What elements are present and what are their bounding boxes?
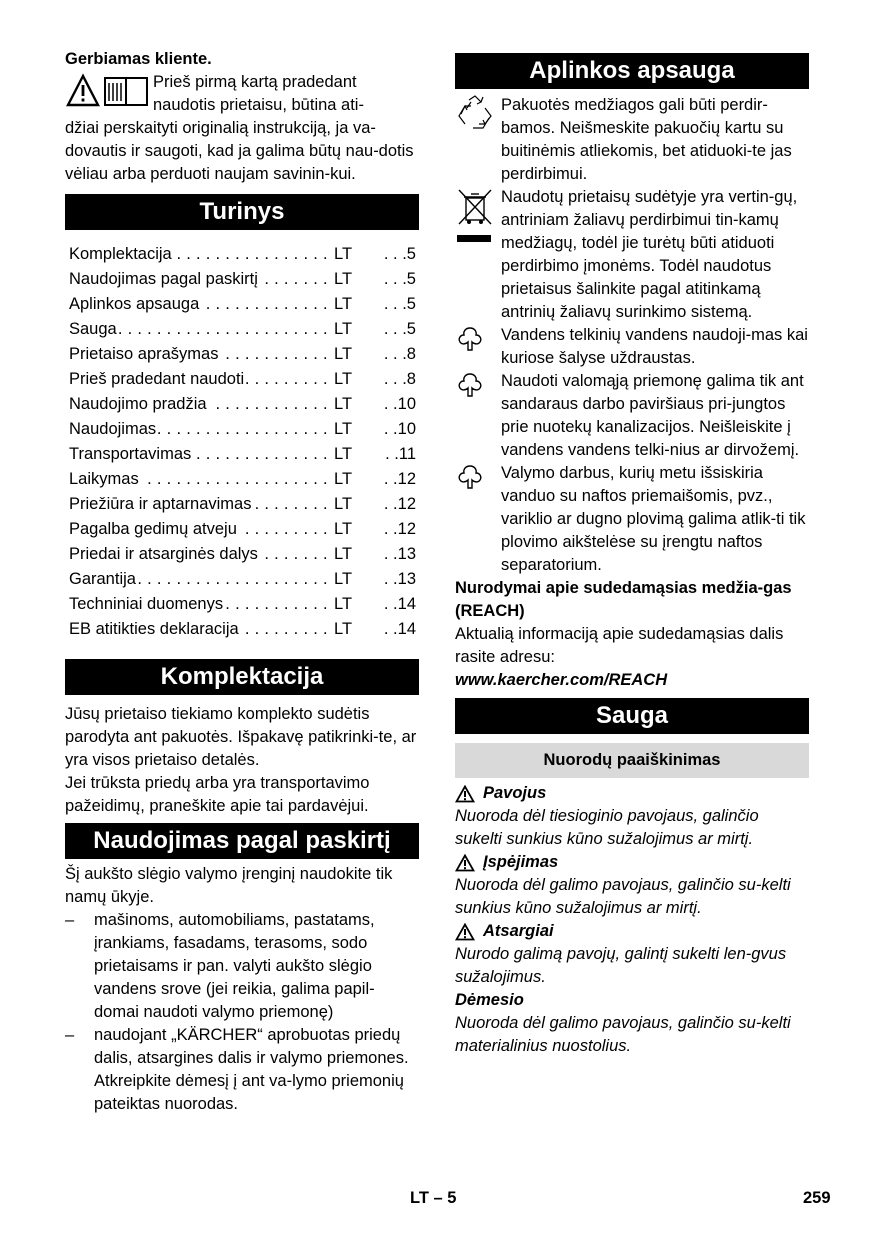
toc-page: . . .5 bbox=[383, 320, 416, 338]
toc-lang: LT bbox=[334, 545, 353, 563]
toc-title-cell bbox=[69, 342, 334, 367]
env-text: Pakuotės medžiagos gali būti perdir-bamos. Neišmeskite pakuočių kartu su buitinėmis atliekomis, bet atiduoki-te jas perdirbimui. bbox=[501, 96, 792, 183]
toc-title-cell bbox=[69, 292, 334, 317]
table-of-contents bbox=[65, 242, 419, 642]
pavojus-text: Nuoroda dėl tiesioginio pavojaus, galinčio sukelti sunkius kūno sužalojimus ar mirtį. bbox=[455, 807, 759, 848]
naudojimas-p1: Šį aukšto slėgio valymo įrenginį naudokite tik namų ūkyje. bbox=[65, 865, 393, 906]
toc-title: Prietaiso aprašymas bbox=[69, 345, 219, 363]
toc-lang: LT bbox=[334, 520, 353, 538]
toc-page: . . .5 bbox=[383, 295, 416, 313]
intro-line2: naudotis prietaisu, būtina ati- bbox=[153, 96, 364, 114]
env-text: Valymo darbus, kurių metu išsiskiria vanduo su naftos priemaišomis, pvz., variklio ar dugno plovimą galima atlik-ti tik plovimo aikštelėse su įrengtu naftos separatorium. bbox=[501, 464, 806, 574]
toc-title: Aplinkos apsauga bbox=[69, 295, 200, 313]
env-icon-cell bbox=[455, 324, 501, 370]
toc-row[interactable] bbox=[69, 267, 419, 292]
toc-lang: LT bbox=[334, 495, 353, 513]
intro-line1: Prieš pirmą kartą pradedant bbox=[153, 73, 357, 91]
recycle-icon bbox=[455, 94, 495, 134]
footer-center: LT – 5 bbox=[410, 1189, 457, 1207]
toc-heading: Turinys bbox=[65, 194, 419, 230]
pavojus-heading bbox=[455, 782, 809, 805]
aplinkos-heading: Aplinkos apsauga bbox=[455, 53, 809, 89]
toc-row[interactable] bbox=[69, 392, 419, 417]
water-protection-icon bbox=[455, 324, 485, 354]
toc-title: Techniniai duomenys bbox=[69, 595, 224, 613]
toc-title-cell bbox=[69, 617, 334, 642]
dash-bullet: – bbox=[65, 911, 75, 929]
toc-title: Naudojimas pagal paskirtį bbox=[69, 270, 258, 288]
list-item-text: mašinoms, automobiliams, pastatams, įrankiams, fasadams, terasoms, sodo prietaisams ir pan. valyti aukšto slėgio vandens srove (jei reikia, galima papil-domai naudoti valymo priemonę) bbox=[94, 911, 375, 1021]
toc-title-cell bbox=[69, 592, 334, 617]
toc-row[interactable] bbox=[69, 517, 419, 542]
env-item bbox=[455, 94, 809, 186]
toc-lang: LT bbox=[334, 445, 353, 463]
toc-lang: LT bbox=[334, 595, 353, 613]
water-protection-icon bbox=[455, 370, 485, 400]
crossed-bin-icon bbox=[455, 186, 495, 246]
toc-page: . .12 bbox=[383, 520, 416, 538]
toc-lang: LT bbox=[334, 395, 353, 413]
toc-row[interactable] bbox=[69, 317, 419, 342]
toc-row[interactable] bbox=[69, 567, 419, 592]
toc-title: Prieš pradedant naudoti bbox=[69, 370, 245, 388]
toc-page: . . .8 bbox=[383, 370, 416, 388]
toc-title-cell bbox=[69, 442, 334, 467]
toc-page: . . .8 bbox=[383, 345, 416, 363]
atsargiai-label: Atsargiai bbox=[483, 922, 554, 940]
toc-row[interactable] bbox=[69, 592, 419, 617]
toc-page: . .13 bbox=[383, 545, 416, 563]
toc-title-cell bbox=[69, 542, 334, 567]
atsargiai-text: Nurodo galimą pavojų, galintį sukelti len-gvus sužalojimus. bbox=[455, 945, 787, 986]
toc-title: Komplektacija bbox=[69, 245, 172, 263]
toc-title-cell bbox=[69, 367, 334, 392]
toc-row[interactable] bbox=[69, 292, 419, 317]
demesio-text: Nuoroda dėl galimo pavojaus, galinčio su-kelti materialinius nuostolius. bbox=[455, 1014, 791, 1055]
toc-title-cell bbox=[69, 267, 334, 292]
toc-page: . .14 bbox=[383, 595, 416, 613]
toc-page: . .13 bbox=[383, 570, 416, 588]
reach-heading: Nurodymai apie sudedamąsias medžia-gas (REACH) bbox=[455, 579, 792, 620]
atsargiai-heading bbox=[455, 920, 809, 943]
warning-manual-icon bbox=[65, 73, 151, 109]
env-icon-cell bbox=[455, 186, 501, 324]
toc-lang: LT bbox=[334, 320, 353, 338]
env-item bbox=[455, 324, 809, 370]
komplektacija-heading: Komplektacija bbox=[65, 659, 419, 695]
toc-title-cell bbox=[69, 392, 334, 417]
toc-title: Priežiūra ir aptarnavimas bbox=[69, 495, 252, 513]
env-icon-cell bbox=[455, 370, 501, 462]
toc-title: Transportavimas bbox=[69, 445, 192, 463]
left-column bbox=[65, 48, 419, 1116]
toc-row[interactable] bbox=[69, 442, 419, 467]
env-item bbox=[455, 462, 809, 577]
toc-title-cell bbox=[69, 417, 334, 442]
dash-bullet: – bbox=[65, 1026, 75, 1044]
env-item bbox=[455, 370, 809, 462]
toc-title-cell bbox=[69, 317, 334, 342]
toc-title: Naudojimo pradžia bbox=[69, 395, 207, 413]
env-text: Naudotų prietaisų sudėtyje yra vertin-gų, antriniam žaliavų perdirbimui tin-kamų medžiagų, todėl jie turėtų būti atiduoti perdirbimo įmonėms. Todėl naudotus prietaisus šalinkite pagal atitinkamą antrinių žaliavų surinkimo sistemą. bbox=[501, 188, 798, 321]
toc-title: Pagalba gedimų atveju bbox=[69, 520, 237, 538]
toc-lang: LT bbox=[334, 470, 353, 488]
komplektacija-p1: Jūsų prietaiso tiekiamo komplekto sudėtis parodyta ant pakuotės. Išpakavę patikrinki-te, ar yra visos prietaiso detalės. bbox=[65, 705, 417, 769]
toc-lang: LT bbox=[334, 370, 353, 388]
toc-row[interactable] bbox=[69, 467, 419, 492]
toc-page: . .14 bbox=[383, 620, 416, 638]
toc-lang: LT bbox=[334, 570, 353, 588]
sauga-heading: Sauga bbox=[455, 698, 809, 734]
toc-page: . . .5 bbox=[383, 245, 416, 263]
toc-row[interactable] bbox=[69, 342, 419, 367]
toc-title-cell bbox=[69, 517, 334, 542]
toc-row[interactable] bbox=[69, 367, 419, 392]
toc-row[interactable] bbox=[69, 417, 419, 442]
reach-text: Aktualią informaciją apie sudedamąsias dalis rasite adresu: bbox=[455, 625, 784, 666]
toc-title: Priedai ir atsarginės dalys bbox=[69, 545, 258, 563]
right-column bbox=[455, 53, 809, 1058]
warning-icon bbox=[455, 923, 475, 941]
greeting: Gerbiamas kliente. bbox=[65, 50, 212, 68]
ispejimas-heading bbox=[455, 851, 809, 874]
toc-title: EB atitikties deklaracija bbox=[69, 620, 239, 638]
toc-title-cell bbox=[69, 567, 334, 592]
toc-page: . .10 bbox=[383, 420, 416, 438]
intro-icon-block bbox=[65, 71, 419, 117]
water-protection-icon bbox=[455, 462, 485, 492]
list-item bbox=[65, 909, 419, 1024]
env-item bbox=[455, 186, 809, 324]
komplektacija-p2: Jei trūksta priedų arba yra transportavimo pažeidimų, praneškite apie tai pardavėjui. bbox=[65, 774, 370, 815]
env-icon-cell bbox=[455, 462, 501, 577]
demesio-heading: Dėmesio bbox=[455, 991, 524, 1009]
toc-page: . .12 bbox=[383, 470, 416, 488]
ispejimas-text: Nuoroda dėl galimo pavojaus, galinčio su-kelti sunkius kūno sužalojimus ar mirtį. bbox=[455, 876, 791, 917]
warning-icon bbox=[455, 785, 475, 803]
toc-title: Sauga bbox=[69, 320, 117, 338]
toc-page: . .11 bbox=[385, 445, 416, 463]
reach-url-link[interactable]: www.kaercher.com/REACH bbox=[455, 671, 668, 689]
toc-lang: LT bbox=[334, 620, 353, 638]
toc-title-cell bbox=[69, 467, 334, 492]
ispejimas-label: Įspėjimas bbox=[483, 853, 559, 871]
toc-title-cell bbox=[69, 492, 334, 517]
toc-lang: LT bbox=[334, 270, 353, 288]
toc-lang: LT bbox=[334, 295, 353, 313]
toc-title: Naudojimas bbox=[69, 420, 157, 438]
toc-page: . .12 bbox=[383, 495, 416, 513]
toc-row[interactable] bbox=[69, 542, 419, 567]
toc-title: Laikymas bbox=[69, 470, 139, 488]
intro-icons bbox=[65, 71, 153, 117]
toc-page: . .10 bbox=[383, 395, 416, 413]
page-number: 259 bbox=[803, 1189, 831, 1207]
env-icon-cell bbox=[455, 94, 501, 186]
toc-row[interactable] bbox=[69, 492, 419, 517]
toc-title-cell bbox=[69, 242, 334, 267]
toc-lang: LT bbox=[334, 345, 353, 363]
warning-icon bbox=[455, 854, 475, 872]
toc-lang: LT bbox=[334, 420, 353, 438]
pavojus-label: Pavojus bbox=[483, 784, 547, 802]
toc-lang: LT bbox=[334, 245, 353, 263]
sauga-subheading: Nuorodų paaiškinimas bbox=[455, 743, 809, 778]
naudojimas-heading: Naudojimas pagal paskirtį bbox=[65, 823, 419, 859]
env-text: Vandens telkinių vandens naudoji-mas kai kuriose šalyse uždraustas. bbox=[501, 326, 808, 367]
list-item-text: naudojant „KÄRCHER“ aprobuotas priedų dalis, atsargines dalis ir valymo priemones. Atkreipkite dėmesį į ant va-lymo priemonių pateiktas nuorodas. bbox=[94, 1026, 409, 1113]
env-text: Naudoti valomąją priemonę galima tik ant sandaraus darbo paviršiaus pri-jungtos prie nuotekų kanalizacijos. Neišleiskite į vandens vandens telki-nius ar dirvožemį. bbox=[501, 372, 804, 459]
intro-text: džiai perskaityti originalią instrukciją, ja va-dovautis ir saugoti, kad ja galima būtų nau-dotis vėliau arba perduoti naujam savinin-kui. bbox=[65, 119, 414, 183]
toc-row[interactable] bbox=[69, 242, 419, 267]
toc-title: Garantija bbox=[69, 570, 136, 588]
toc-page: . . .5 bbox=[383, 270, 416, 288]
toc-row[interactable] bbox=[69, 617, 419, 642]
list-item bbox=[65, 1024, 419, 1116]
